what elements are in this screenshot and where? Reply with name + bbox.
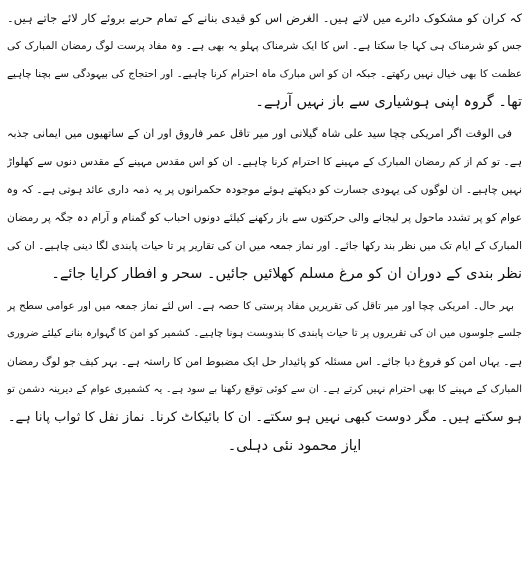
paragraph-3 <box>7 292 522 432</box>
text-line: ہے۔ یہاں امن کو فروغ دیا جائے۔ اس مسئلہ کو پائیدار حل ایک مضبوط امن کا راستہ ہے۔ بہر کیف جو لوگ رمضان <box>7 355 522 368</box>
text-line: فی الوقت اگر امریکی چچا سید علی شاہ گیلانی اور میر تاقل عمر فاروق اور ان کے ساتھیوں میں ایمانی جذبہ <box>7 127 512 140</box>
text-line: ہو سکتے ہیں۔ مگر دوست کبھی نہیں ہو سکتے۔ ان کا بائیکاٹ کرنا۔ نماز نفل کا ثواب پانا ہے۔ <box>7 410 522 425</box>
text-line: المبارک کے ایام تک میں نظر بند رکھا جائے۔ اور نماز جمعہ میں ان کی تقاریر پر تا حیات پابندی لگا دینی چاہیے۔ ان کی <box>7 240 522 252</box>
text-line: بہر حال۔ امریکی چچا اور میر تاقل کی تقریریں مفاد پرستی کا حصہ ہے۔ اس لئے نماز جمعہ میں اور عوامی سطح پر <box>7 300 514 312</box>
text-line: المبارک کے مہینے کا بھی احترام نہیں کرتے ہے۔ ان سے کوئی توقع رکھنا بے سود ہے۔ یہ کشمیری عوام کے دیرینہ دشمن تو <box>7 384 522 395</box>
text-line: عظمت کا بھی خیال نہیں رکھتے۔ جبکہ ان کو اس مبارک ماہ احترام کرنا چاہیے۔ اور احتجاج کی بیہودگی سے بچنا چاہیے <box>7 68 522 80</box>
paragraph-1 <box>7 4 522 116</box>
author-signature: ایاز محمود نئی دہلی۔ <box>227 438 362 454</box>
text-line: نہیں چاہیے۔ ان لوگوں کی یہودی جسارت کو دیکھتے ہوئے موجودہ حکمرانوں پر یہ ذمہ داری عائد ہوتی ہے۔ کہ وہ <box>7 183 522 196</box>
text-line: نظر بندی کے دوران ان کو مرغ مسلم کھلائیں جائیں۔ سحر و افطار کرایا جائے۔ <box>51 266 522 282</box>
text-line: ہے۔ تو کم از کم رمضان المبارک کے مہینے کا احترام کرنا چاہیے۔ ان کو اس مقدس مہینے کے مقدس دنوں سے کھلواڑ <box>7 156 522 168</box>
text-line: جس کو شرمناک ہی کہا جا سکتا ہے۔ اس کا ایک شرمناک پہلو یہ بھی ہے۔ وہ مفاد پرست لوگ رمضان المبارک کی <box>7 40 522 52</box>
paragraph-2 <box>7 120 522 288</box>
text-line: تھا۔ گروہ اپنی ہوشیاری سے باز نہیں آرہے۔ <box>255 94 522 110</box>
text-line: جلسے جلوسوں میں ان کی تقریروں پر تا حیات پابندی کا بندوبست ہونا چاہیے۔ کشمیر کو امن کا گہوارہ بنانے کیلئے ضروری <box>7 328 522 339</box>
text-line: کہ کران کو مشکوک دائرے میں لاتے ہیں۔ الغرض اس کو قیدی بنانے کے تمام حربے بروئے کار لائے جاتے ہیں۔ <box>7 11 522 25</box>
text-line: عوام کو پر تشدد ماحول پر لیجانے والی حرکتوں سے باز رکھنے کیلئے دونوں احباب کو گمنام و آرام دہ جگہ پر رمضان <box>7 211 522 224</box>
